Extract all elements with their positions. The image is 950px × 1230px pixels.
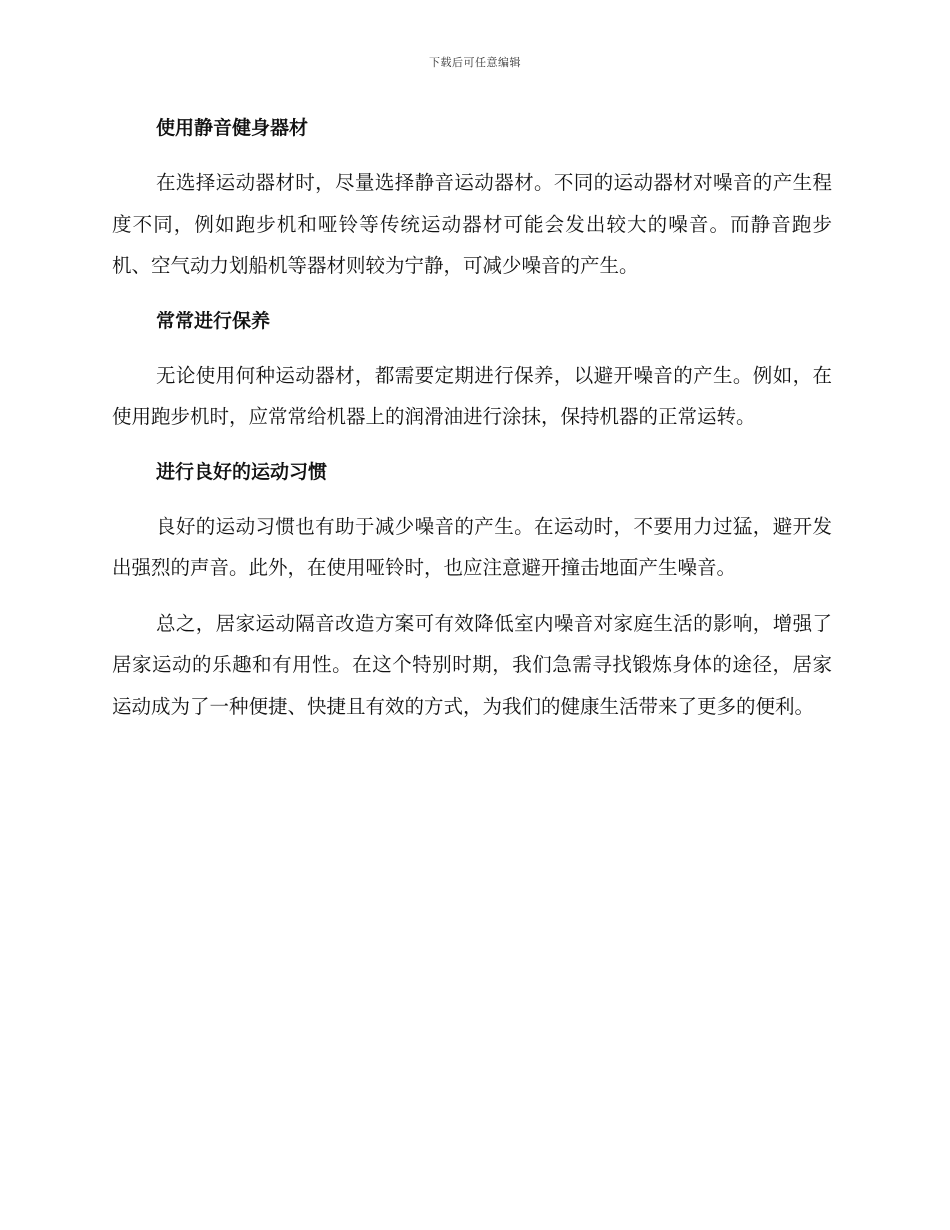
section-good-habits [112, 452, 832, 589]
section-heading: 进行良好的运动习惯 [156, 460, 328, 483]
section-heading: 常常进行保养 [156, 309, 271, 332]
page-header-note: 下载后可任意编辑 [429, 56, 521, 69]
section-heading: 使用静音健身器材 [156, 117, 309, 139]
section-maintenance [112, 301, 832, 438]
section-paragraph: 在选择运动器材时，尽量选择静音运动器材。不同的运动器材对噪音的产生程度不同，例如跑步机和哑铃等传统运动器材可能会发出较大的噪音。而静音跑步机、空气动力划船机等器材则较为宁静，可减少噪音的产生。 [112, 171, 832, 277]
section-paragraph: 无论使用何种运动器材，都需要定期进行保养，以避开噪音的产生。例如，在使用跑步机时，应常常给机器上的润滑油进行涂抹，保持机器的正常运转。 [112, 363, 832, 428]
section-paragraph: 良好的运动习惯也有助于减少噪音的产生。在运动时，不要用力过猛，避开发出强烈的声音。此外，在使用哑铃时，也应注意避开撞击地面产生噪音。 [112, 514, 832, 579]
conclusion-paragraph: 总之，居家运动隔音改造方案可有效降低室内噪音对家庭生活的影响，增强了居家运动的乐趣和有用性。在这个特别时期，我们急需寻找锻炼身体的途径，居家运动成为了一种便捷、快捷且有效的方式，为我们的健康生活带来了更多的便利。 [112, 611, 832, 718]
document-body [112, 108, 832, 741]
section-silent-equipment [112, 108, 832, 287]
